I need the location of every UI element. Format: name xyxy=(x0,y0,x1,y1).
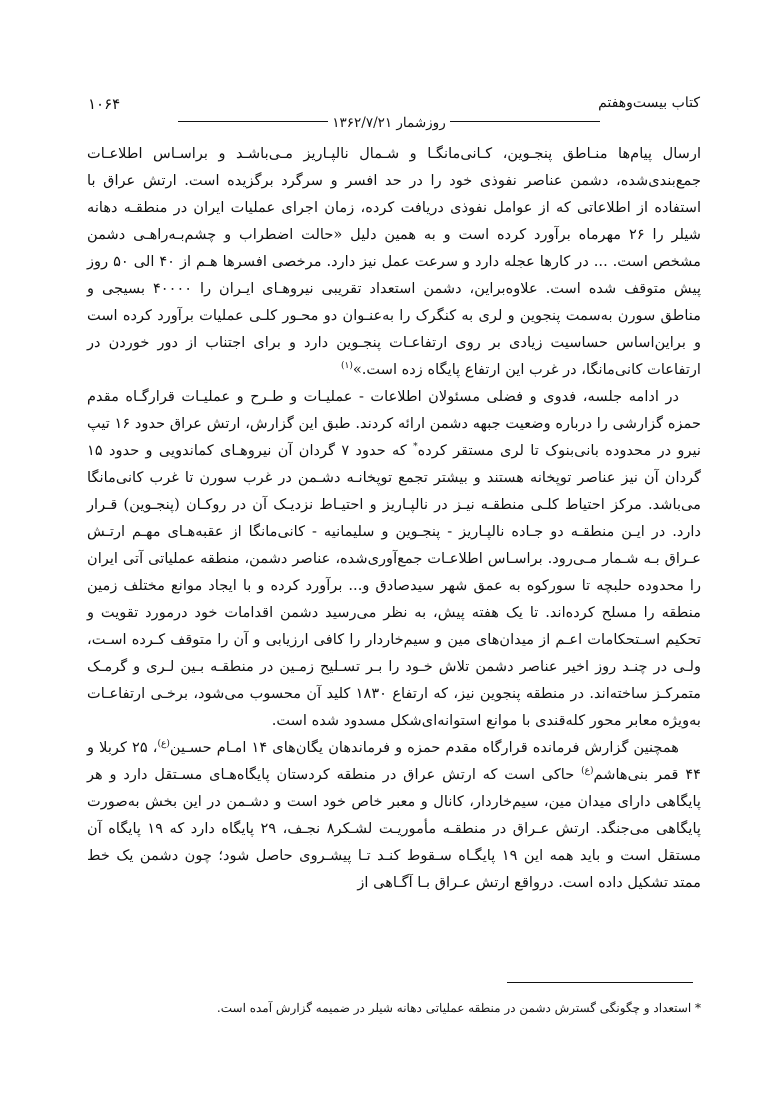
honorific-marker: (ع) xyxy=(581,766,594,777)
header-rule-left xyxy=(178,121,328,122)
running-header xyxy=(88,93,700,131)
paragraph-1 xyxy=(87,140,701,383)
main-text xyxy=(87,140,701,896)
paragraph-2-text-b: که حدود ۷ گردان آن نیروهـای کماندویی و حدود ۱۵ گردان آن نیز عناصر توپخانه هستند و بیشتر تجمع توپخانـه دشـمن در غرب سورن تا غرب کانی‌مانگا می‌باشد. مرکز احتیاط کلـی منطقـه نیـز در نالپـاریز و احتیـاط نزدیـک آن در روکـان (پنجـوین) قـرار دارد. در ایـن منطقـه دو جـاده نالپـاریز - پنجـوین و سلیمانیه - کانی‌مانگا از عقبه‌هـای مهـم ارتـش عـراق بـه شـمار مـی‌رود. براسـاس اطلاعـات جمع‌آوری‌شده، عناصر دشمن، منطقه عملیاتی آتی ایران را محدوده حلبچه تا سورکوه به عمق شهر سیدصادق و... برآورد کرده و با ایجاد موانع مختلف زمین منطقه را مسلح کرده‌اند. تا یک هفته پیش، به نظر می‌رسید دشمن اقدامات خود درمورد تقویت و تحکیم اسـتحکامات اعـم از میدان‌های مین و سیم‌خاردار را کافی ارزیابی و آن را متوقف کـرده اسـت، ولـی در چنـد روز اخیر عناصر دشمن تلاش خـود را بـر تسـلیح زمـین در منطقـه بـین لـری و گرمـک متمرکـز ساخته‌اند. در منطقه پنجوین نیز، که ارتفاع ۱۸۳۰ کلید آن محسوب می‌شود، برخـی ارتفاعـات به‌ویژه معابر محور کله‌قندی با موانع استوانه‌ای‌شکل مسدود شده است. xyxy=(87,442,701,729)
book-title: کتاب بیست‌وهفتم xyxy=(598,95,700,111)
honorific-marker: (ع) xyxy=(157,739,170,750)
header-center xyxy=(178,93,600,131)
header-rule-right xyxy=(450,121,600,122)
page-number: ۱۰۶۴ xyxy=(88,95,121,113)
footnote-rule xyxy=(507,982,693,983)
daily-report-label: روزشمار ۱۳۶۲/۷/۲۱ xyxy=(332,115,446,131)
paragraph-2 xyxy=(87,383,701,734)
paragraph-3 xyxy=(87,734,701,896)
footnote: * استعداد و چگونگی گسترش دشمن در منطقه عملیاتی دهانه شیلر در ضمیمه گزارش آمده است. xyxy=(216,1001,701,1015)
paragraph-3-text-c: حاکی است که ارتش عراق در منطقه کردستان پایگاه‌هـای مسـتقل دارد و هر پایگاهی دارای میدان مین، سیم‌خاردار، کانال و معبر خاص خود است و دشـمن در این بخش به‌صورت پایگاهی می‌جنگد. ارتش عـراق در منطقـه مأموریـت لشـکر۸ نجـف، ۲۹ پایگاه دارد که ۱۹ پایگاه آن مستقل است و باید همه این ۱۹ پایگـاه سـقوط کنـد تـا پیشـروی حاصل شود؛ چون دشمن یک خط ممتد تشکیل داده است. درواقع ارتش عـراق بـا آگـاهی از xyxy=(87,766,701,891)
paragraph-3-text-b: ، ۲۵ کربلا و ۴۴ قمر بنی‌هاشم xyxy=(87,739,701,783)
paragraph-1-text: ارسال پیام‌ها منـاطق پنجـوین، کـانی‌مانگـا و شـمال نالپـاریز مـی‌باشـد و براسـاس اطلاعـات جمع‌بندی‌شده، دشمن عناصر نفوذی خود را در حد افسر و سرگرد برگزیده است. ارتش عراق با استفاده از اطلاعاتی که از عوامل نفوذی دریافت کرده، زمان اجرای عملیات ایران در منطقـه دهانه شیلر را ۲۶ مهرماه برآورد کرده است و به همین دلیل «حالت اضطراب و چشم‌بـه‌راهـی دشمن مشخص است. ... در کارها عجله دارد و سرعت عمل نیز دارد. مرخصی افسرها هـم از ۴۰ الی ۵۰ روز پیش متوقف شده است. علاوه‌براین، دشمن استعداد تقریبی نیروهـای ایـران را ۴۰۰۰۰ بسیجی و مناطق سورن به‌سمت پنجوین و لری به کنگرک را به‌عنـوان دو محـور کلـی عملیات برآورد کرده است و براین‌اساس حساسیت زیادی بر روی ارتفاعـات پنجـوین دارد و برای اجتناب از دور خوردن در ارتفاعات کانی‌مانگا، در غرب این ارتفاع پایگاه زده است.» xyxy=(87,145,701,378)
footnote-star-marker: * xyxy=(413,442,418,453)
paragraph-3-text-a: همچنین گزارش فرمانده قرارگاه مقدم حمزه و فرماندهان یگان‌های ۱۴ امـام حسـین xyxy=(169,739,679,756)
reference-marker: (۱) xyxy=(340,361,353,372)
paragraph-2-text-a: در ادامه جلسه، فدوی و فضلی مسئولان اطلاعات - عملیـات و طـرح و عملیـات قرارگـاه مقدم حمزه گزارشی را درباره وضعیت جبهه دشمن ارائه کردند. طبق این گزارش، ارتش عراق حدود ۱۶ تیپ نیرو در محدوده بانی‌بنوک تا لری مستقر کرده xyxy=(87,388,701,459)
